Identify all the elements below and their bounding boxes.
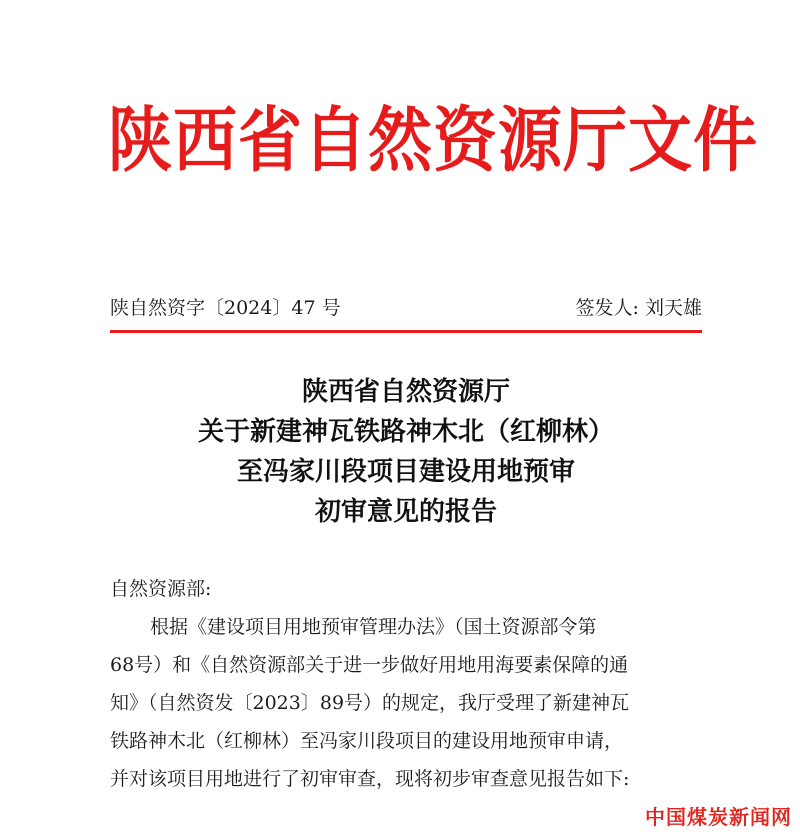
title-line: 关于新建神瓦铁路神木北（红柳林） [197,417,614,447]
paragraph-line: 68号）和《自然资源部关于进一步做好用地用海要素保障的通 [110,654,629,676]
source-watermark: 中国煤炭新闻网 [645,805,792,829]
document-meta-row [110,294,702,322]
paragraph-line: 铁路神木北（红柳林）至冯家川段项目的建设用地预审申请， [110,730,624,752]
salutation: 自然资源部: [110,578,212,600]
red-divider-line [110,330,702,333]
document-masthead: 陕西省自然资源厅文件 [108,100,758,183]
title-line: 陕西省自然资源厅 [301,377,510,407]
document-body [110,570,702,798]
paragraph-line: 并对该项目用地进行了初审审查，现将初步审查意见报告如下: [110,768,630,790]
document-title [100,372,712,532]
document-number: 陕自然资字〔2024〕47 号 [110,297,341,319]
title-line: 至冯家川段项目建设用地预审 [236,457,575,487]
title-line: 初审意见的报告 [314,497,497,527]
issuer-signature: 签发人: 刘天雄 [575,297,702,319]
paragraph-line: 知》（自然资发〔2023〕89号）的规定，我厅受理了新建神瓦 [110,692,630,714]
paragraph-line: 根据《建设项目用地预审管理办法》（国土资源部令第 [150,616,597,638]
